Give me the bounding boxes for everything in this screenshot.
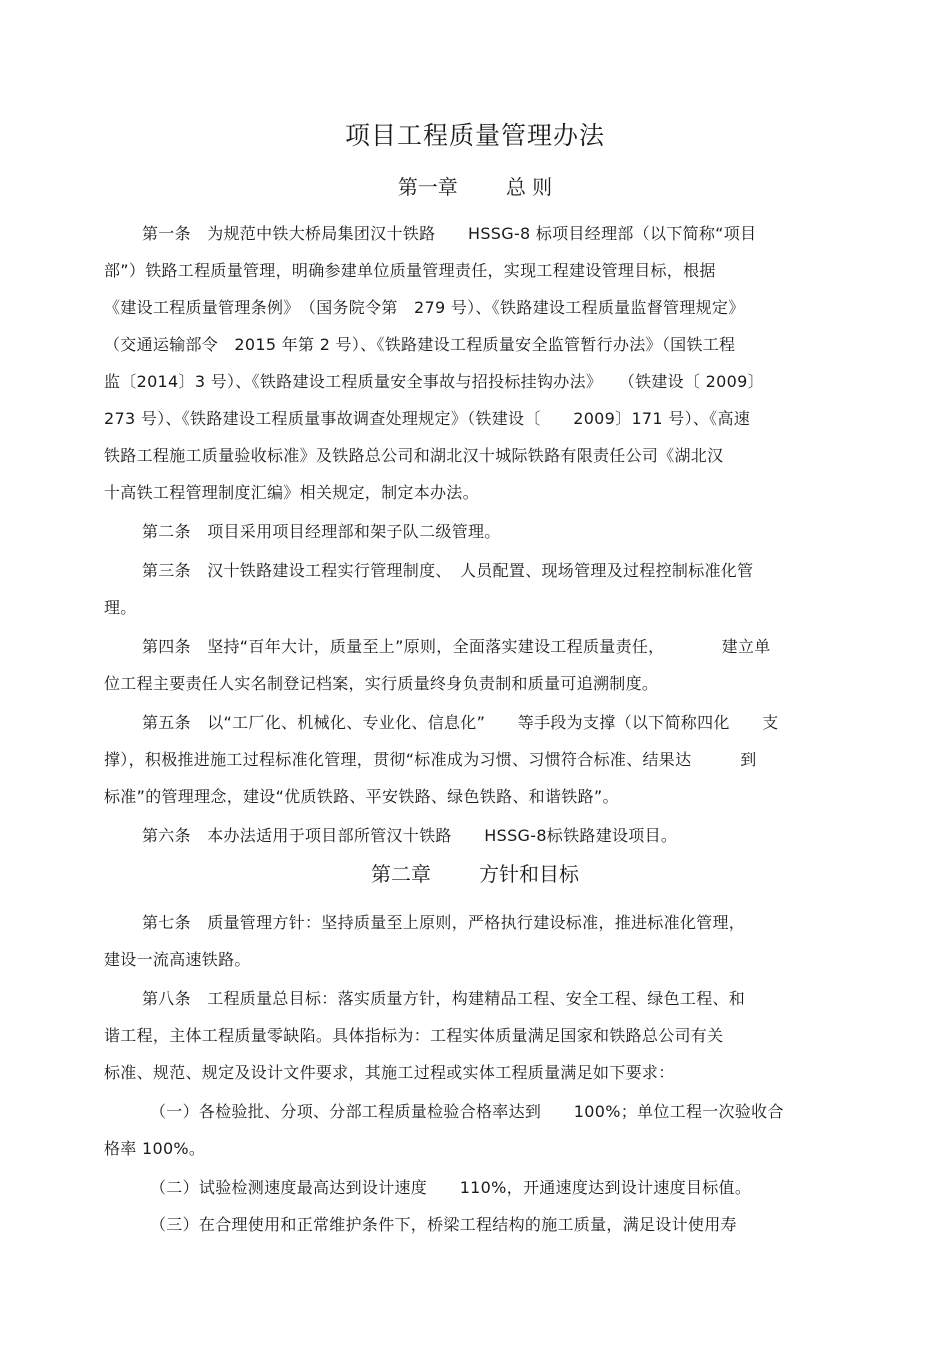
list-item-line: 格率 100%。 bbox=[104, 1139, 206, 1158]
document-title: 项目工程质量管理办法 bbox=[344, 121, 605, 150]
list-item-line: （二）试验检测速度最高达到设计速度 110%，开通速度达到设计速度目标值。 bbox=[150, 1178, 752, 1197]
list-item-line: （三）在合理使用和正常维护条件下，桥梁工程结构的施工质量，满足设计使用寿 bbox=[150, 1215, 737, 1234]
paragraph-line: 《建设工程质量管理条例》 （国务院令第 279 号）、《铁路建设工程质量监督管理规定》 bbox=[104, 298, 745, 317]
paragraph-line: 第二条 项目采用项目经理部和架子队二级管理。 bbox=[142, 522, 501, 541]
paragraph-line: 第八条 工程质量总目标：落实质量方针，构建精品工程、安全工程、绿色工程、和 bbox=[142, 989, 746, 1008]
paragraph-line: 十高铁工程管理制度汇编》相关规定，制定本办法。 bbox=[104, 483, 479, 502]
paragraph-line: 监〔2014〕3 号）、《铁路建设工程质量安全事故与招投标挂钩办法》 （铁建设〔 2009〕 bbox=[104, 372, 764, 391]
paragraph-line: 标准”的管理理念，建设“优质铁路、平安铁路、绿色铁路、和谐铁路”。 bbox=[104, 787, 619, 806]
paragraph-line: 铁路工程施工质量验收标准》及铁路总公司和湖北汉十城际铁路有限责任公司《湖北汉 bbox=[104, 446, 724, 465]
paragraph-line: （交通运输部令 2015 年第 2 号）、《铁路建设工程质量安全监管暂行办法》（国铁工程 bbox=[104, 335, 736, 354]
paragraph-line: 第七条 质量管理方针：坚持质量至上原则，严格执行建设标准，推进标准化管理， bbox=[142, 913, 746, 932]
chapter-2-number: 第二章 bbox=[371, 862, 431, 886]
paragraph-line: 位工程主要责任人实名制登记档案，实行质量终身负责制和质量可追溯制度。 bbox=[104, 674, 659, 693]
paragraph-line: 部”）铁路工程质量管理，明确参建单位质量管理责任，实现工程建设管理目标，根据 bbox=[104, 261, 716, 280]
paragraph-line: 第四条 坚持“百年大计，质量至上”原则，全面落实建设工程质量责任， 建立单 bbox=[142, 637, 771, 656]
paragraph-line: 理。 bbox=[104, 598, 137, 617]
paragraph-line: 谐工程，主体工程质量零缺陷。具体指标为：工程实体质量满足国家和铁路总公司有关 bbox=[104, 1026, 724, 1045]
paragraph-line: 第三条 汉十铁路建设工程实行管理制度、 人员配置、现场管理及过程控制标准化管 bbox=[142, 561, 754, 580]
paragraph-line: 第五条 以“工厂化、机械化、专业化、信息化” 等手段为支撑（以下简称四化 支 bbox=[142, 713, 779, 732]
paragraph-line: 撑），积极推进施工过程标准化管理，贯彻“标准成为习惯、习惯符合标准、结果达 到 bbox=[104, 750, 757, 769]
paragraph-line: 标准、规范、规定及设计文件要求，其施工过程或实体工程质量满足如下要求： bbox=[104, 1063, 675, 1082]
paragraph-line: 273 号）、《铁路建设工程质量事故调查处理规定》（铁建设〔 2009〕171 号）、《高速 bbox=[104, 409, 751, 428]
chapter-1-heading bbox=[0, 172, 950, 202]
paragraph-line: 建设一流高速铁路。 bbox=[104, 950, 251, 969]
list-item-line: （一）各检验批、分项、分部工程质量检验合格率达到 100%；单位工程一次验收合 bbox=[150, 1102, 784, 1121]
chapter-2-heading bbox=[0, 859, 950, 889]
chapter-2-name: 方针和目标 bbox=[479, 862, 579, 886]
paragraph-line: 第六条 本办法适用于项目部所管汉十铁路 HSSG-8标铁路建设项目。 bbox=[142, 826, 678, 845]
paragraph-line: 第一条 为规范中铁大桥局集团汉十铁路 HSSG-8 标项目经理部（以下简称“项目 bbox=[142, 224, 757, 243]
chapter-1-number: 第一章 bbox=[397, 175, 458, 199]
chapter-1-name: 总 则 bbox=[505, 175, 553, 199]
